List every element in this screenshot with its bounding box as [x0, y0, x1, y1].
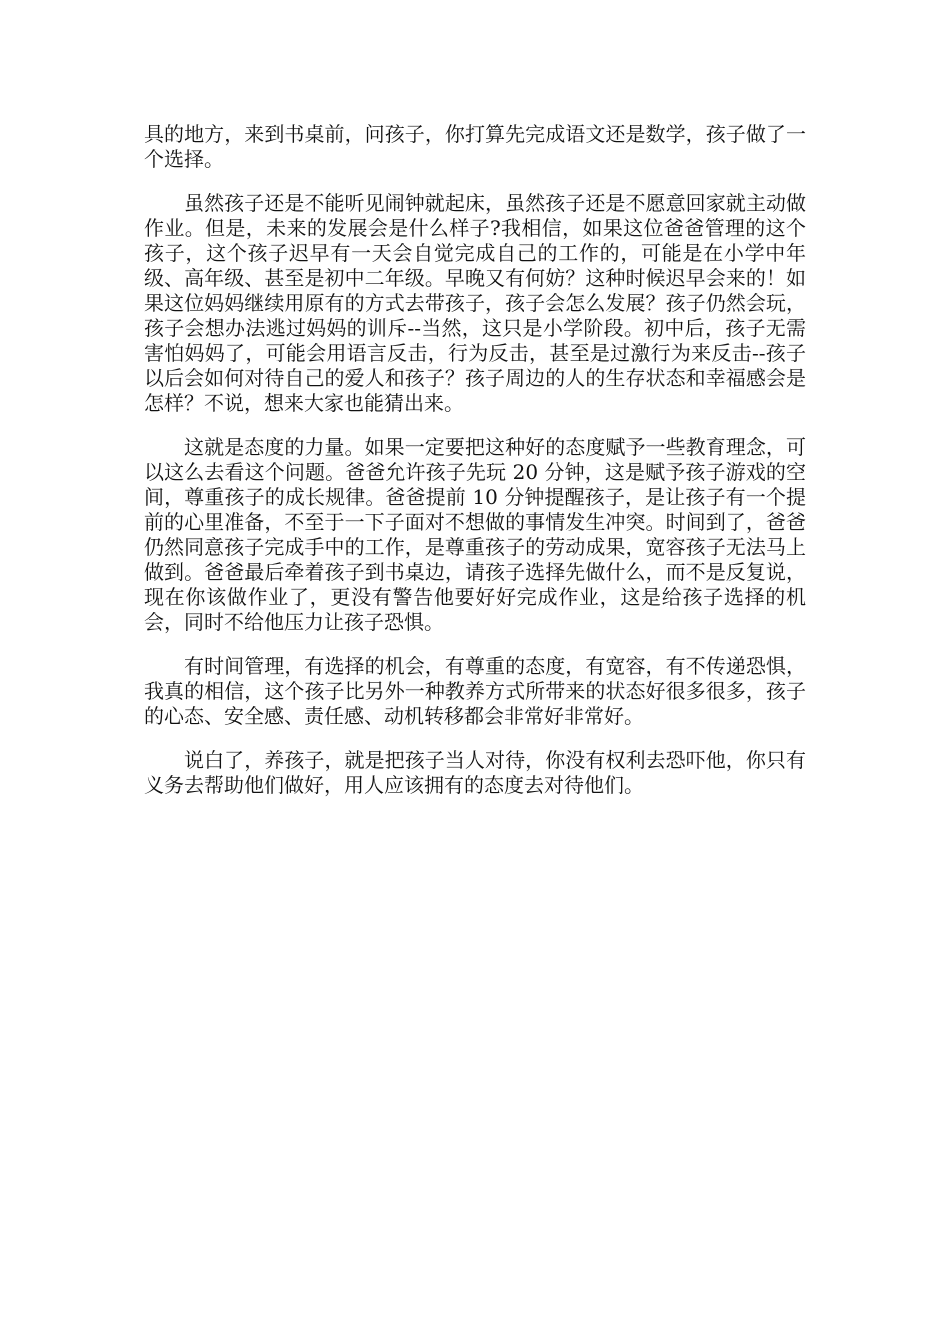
paragraph-2: 虽然孩子还是不能听见闹钟就起床，虽然孩子还是不愿意回家就主动做作业。但是，未来的发展会是什么样子?我相信，如果这位爸爸管理的这个孩子，这个孩子迟早有一天会自觉完成自己的工作的，可能是在小学中年级、高年级、甚至是初中二年级。早晚又有何妨？这种时候迟早会来的！如果这位妈妈继续用原有的方式去带孩子，孩子会怎么发展？孩子仍然会玩，孩子会想办法逃过妈妈的训斥--当然，这只是小学阶段。初中后，孩子无需害怕妈妈了，可能会用语言反击，行为反击，甚至是过激行为来反击--孩子以后会如何对待自己的爱人和孩子？孩子周边的人的生存状态和幸福感会是怎样？不说，想来大家也能猜出来。: [144, 191, 806, 415]
document-body: [144, 122, 806, 817]
paragraph-4: 有时间管理，有选择的机会，有尊重的态度，有宽容，有不传递恐惧，我真的相信，这个孩子比另外一种教养方式所带来的状态好很多很多，孩子的心态、安全感、责任感、动机转移都会非常好非常好。: [144, 654, 806, 728]
paragraph-5: 说白了，养孩子，就是把孩子当人对待，你没有权利去恐吓他，你只有义务去帮助他们做好，用人应该拥有的态度去对待他们。: [144, 748, 806, 797]
paragraph-1: 具的地方，来到书桌前，问孩子，你打算先完成语文还是数学，孩子做了一个选择。: [144, 122, 806, 171]
paragraph-3: 这就是态度的力量。如果一定要把这种好的态度赋予一些教育理念，可以这么去看这个问题。爸爸允许孩子先玩 20 分钟，这是赋予孩子游戏的空间，尊重孩子的成长规律。爸爸提前 10 分钟提醒孩子，是让孩子有一个提前的心里准备，不至于一下子面对不想做的事情发生冲突。时间到了，爸爸仍然同意孩子完成手中的工作，是尊重孩子的劳动成果，宽容孩子无法马上做到。爸爸最后牵着孩子到书桌边，请孩子选择先做什么，而不是反复说，现在你该做作业了，更没有警告他要好好完成作业，这是给孩子选择的机会，同时不给他压力让孩子恐惧。: [144, 435, 806, 634]
